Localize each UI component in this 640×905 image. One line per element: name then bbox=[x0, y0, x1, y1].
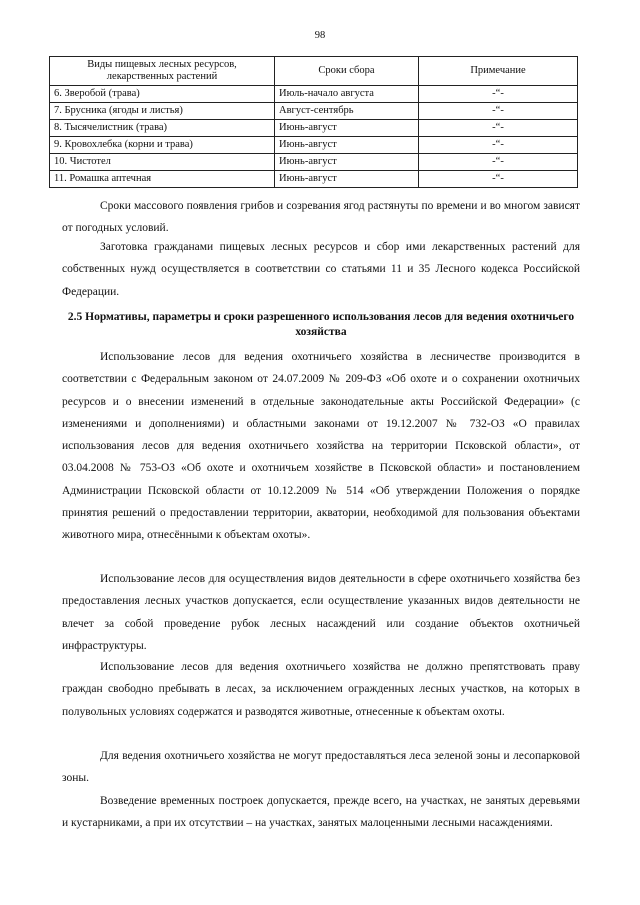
paragraph-harvest-legal-basis: Заготовка гражданами пищевых лесных ресурсов и сбор ими лекарственных растений для собственных нужд осуществляется в соответствии со статьями 11 и 35 Лесного кодекса Российской Федерации. bbox=[62, 241, 580, 298]
table-cell: 10. Чистотел bbox=[50, 154, 275, 171]
page-number: 98 bbox=[314, 30, 326, 41]
table-cell: Июнь-август bbox=[275, 171, 419, 188]
table-row bbox=[50, 86, 578, 103]
table-row bbox=[50, 171, 578, 188]
column-header: Виды пищевых лесных ресурсов, лекарственных растений bbox=[50, 57, 275, 86]
table-cell: -“- bbox=[419, 86, 578, 103]
column-header: Примечание bbox=[419, 57, 578, 86]
table-cell: 11. Ромашка аптечная bbox=[50, 171, 275, 188]
paragraph-mushroom-berry-timing: Сроки массового появления грибов и созревания ягод растянуты по времени и во многом зависят от погодных условий. bbox=[62, 200, 580, 235]
table-cell: -“- bbox=[419, 154, 578, 171]
paragraph-free-access: Использование лесов для ведения охотничьего хозяйства не должно препятствовать праву граждан свободно пребывать в лесах, за исключением огражденных лесных участков, на которых в полувольных условиях содержатся и разводятся животные, отнесенные к объектам охоты. bbox=[62, 661, 580, 718]
table-cell: Июнь-август bbox=[275, 154, 419, 171]
table-header-row bbox=[50, 57, 578, 86]
table-cell: 8. Тысячелистник (трава) bbox=[50, 120, 275, 137]
section-heading: 2.5 Нормативы, параметры и сроки разрешенного использования лесов для ведения охотничьего хозяйства bbox=[67, 311, 575, 338]
table-cell: 7. Брусника (ягоды и листья) bbox=[50, 103, 275, 120]
table-row bbox=[50, 154, 578, 171]
table-cell: -“- bbox=[419, 120, 578, 137]
column-header: Сроки сбора bbox=[275, 57, 419, 86]
resources-table bbox=[49, 56, 578, 188]
paragraph-green-zone: Для ведения охотничьего хозяйства не могут предоставляться леса зеленой зоны и лесопарковой зоны. bbox=[62, 750, 580, 785]
table-row bbox=[50, 120, 578, 137]
paragraph-no-plots: Использование лесов для осуществления видов деятельности в сфере охотничьего хозяйства без предоставления лесных участков допускается, если осуществление указанных видов деятельности не влечет за собой проведение рубок лесных насаждений или создание объектов охотничьей инфраструктуры. bbox=[62, 573, 580, 652]
table-cell: Июнь-август bbox=[275, 120, 419, 137]
paragraph-temporary-buildings: Возведение временных построек допускается, прежде всего, на участках, не занятых деревьями и кустарниками, а при их отсутствии – на участках, занятых малоценными лесными насаждениями. bbox=[62, 795, 580, 830]
paragraph-hunting-law: Использование лесов для ведения охотничьего хозяйства в лесничестве производится в соответствии с Федеральным законом от 24.07.2009 № 209-ФЗ «Об охоте и о сохранении охотничьих ресурсов и о внесении изменений в отдельные законодательные акты Российской Федерации» (с изменениями и дополнениями) и областными законами от 19.12.2007 № 732-ОЗ «О правилах использования лесов для ведения охотничьего хозяйства на территории Псковской области», от 03.04.2008 № 753-ОЗ «Об охоте и охотничьем хозяйстве в Псковской области» и постановлением Администрации Псковской области от 10.12.2009 № 514 «Об утверждении Положения о порядке принятия решений о предоставлении территории, акватории, необходимой для пользования объектами животного мира, отнесёнными к объектам охоты». bbox=[62, 351, 580, 542]
table-cell: -“- bbox=[419, 137, 578, 154]
table-cell: -“- bbox=[419, 103, 578, 120]
table-row bbox=[50, 103, 578, 120]
table-row bbox=[50, 137, 578, 154]
table-cell: 6. Зверобой (трава) bbox=[50, 86, 275, 103]
table-cell: Август-сентябрь bbox=[275, 103, 419, 120]
table-cell: Июль-начало августа bbox=[275, 86, 419, 103]
table-cell: 9. Кровохлебка (корни и трава) bbox=[50, 137, 275, 154]
table-cell: -“- bbox=[419, 171, 578, 188]
table-cell: Июнь-август bbox=[275, 137, 419, 154]
